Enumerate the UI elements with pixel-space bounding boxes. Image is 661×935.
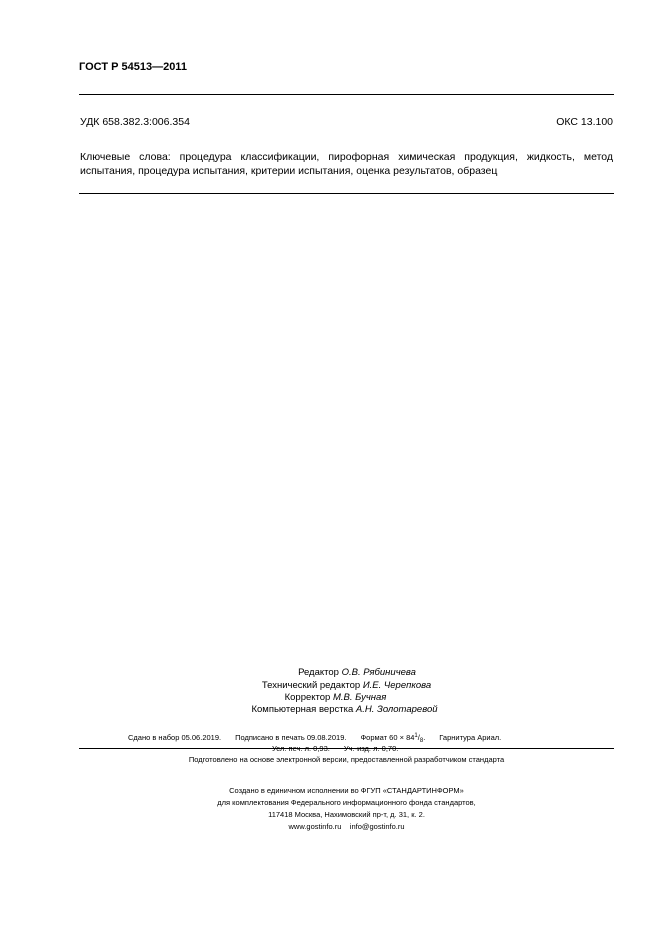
publ-sheets: Уч.-изд. л. 0,70. [343,744,399,753]
credit-role: Корректор [284,692,331,703]
signed-date: Подписано в печать 09.08.2019. [235,733,347,742]
oks-code: ОКС 13.100 [556,116,613,128]
typeface: Гарнитура Ариал. [439,733,502,742]
credit-name: А.Н. Золотаревой [355,704,438,715]
divider-keywords [79,193,614,194]
credit-name: О.В. Рябиничева [341,667,416,678]
website-link[interactable]: www.gostinfo.ru [288,822,342,831]
publisher-line: для комплектования Федерального информационного фонда стандартов, [217,798,476,807]
document-code: ГОСТ Р 54513—2011 [79,61,187,73]
credit-role: Технический редактор [261,680,361,691]
credit-name: М.В. Бучная [332,692,387,703]
credit-editor [0,667,661,678]
print-sheets: Усл. печ. л. 0,93. [272,744,330,753]
prepared-note: Подготовлено на основе электронной версии, предоставленной разработчиком стандарта [188,755,505,764]
credit-role: Компьютерная верстка [251,704,354,715]
divider-top [79,94,614,95]
email-link[interactable]: info@gostinfo.ru [349,822,405,831]
publisher-line: Создано в единичном исполнении во ФГУП «СТАНДАРТИНФОРМ» [229,786,464,795]
credit-proofreader [0,692,661,703]
credit-name: И.Е. Черепкова [362,680,432,691]
credit-role: Редактор [298,667,339,678]
credit-layout [0,704,661,715]
keywords-paragraph: Ключевые слова: процедура классификации, пирофорная химическая продукция, жидкость, метод испытания, процедура испытания, критерии испытания, оценка результатов, образец [80,151,613,177]
paper-format: Формат $60 \times 84^1/_8$. [360,733,426,744]
udk-code: УДК 658.382.3:006.354 [80,116,190,128]
publisher-contacts [0,822,661,831]
print-info-line-1 [128,733,501,744]
divider-bottom [79,748,614,749]
publisher-address: 117418 Москва, Нахимовский пр-т, д. 31, к. 2. [268,810,425,819]
submitted-date: Сдано в набор 05.06.2019. [128,733,222,742]
credit-technical-editor [0,680,661,691]
